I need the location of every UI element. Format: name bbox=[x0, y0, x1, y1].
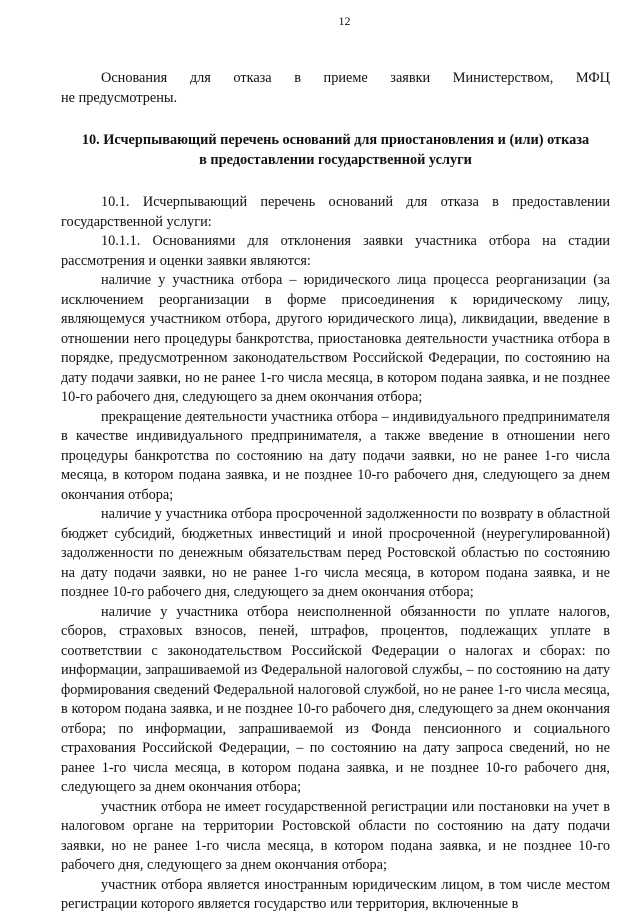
intro-line-2: не предусмотрены. bbox=[61, 89, 178, 106]
paragraph-foreign-entity: участник отбора является иностранным юридическим лицом, в том числе местом регистрации которого является государство или территория, включенные в bbox=[61, 876, 610, 912]
page-number: 12 bbox=[338, 14, 351, 28]
intro-line-1: Основания для отказа в приеме заявки Министерством, МФЦ bbox=[101, 70, 610, 86]
paragraph-overdue-debt: наличие у участника отбора просроченной задолженности по возврату в областной бюджет субсидий, бюджетных инвестиций и иной просроченной (неурегулированной) задолженности по денежным обязательствам перед Ростовской областью по состоянию на дату подачи заявки, но не ранее 1-го числа месяца, в котором подана заявка, и не позднее 10-го рабочего дня, следующего за днем окончания отбора; bbox=[61, 506, 610, 600]
section-heading-line-1: 10. Исчерпывающий перечень оснований для приостановления и (или) отказа bbox=[81, 132, 590, 148]
paragraph-no-registration: участник отбора не имеет государственной регистрации или постановки на учет в налоговом органе на территории Ростовской области по состоянию на дату подачи заявки, но не ранее 1-го числа месяца, в котором подана заявка, и не позднее 10-го рабочего дня, следующего за днем окончания отбора; bbox=[61, 798, 610, 873]
paragraph-10-1: 10.1. Исчерпывающий перечень оснований для отказа в предоставлении государственной услуги: bbox=[61, 194, 610, 230]
paragraph-entrepreneur-termination: прекращение деятельности участника отбора – индивидуального предпринимателя в качестве индивидуального предпринимателя, а также введение в отношении него процедуры банкротства по состоянию на дату подачи заявки, но не ранее 1-го числа месяца, в котором подана заявка, и не позднее 10-го рабочего дня, следующего за днем окончания отбора; bbox=[61, 408, 610, 503]
section-heading-line-2: в предоставлении государственной услуги bbox=[199, 151, 472, 168]
paragraph-reorganization: наличие у участника отбора – юридического лица процесса реорганизации (за исключением реорганизации в форме присоединения к юридическому лицу, являющемуся участником отбора, другого юридического лица), ликвидации, введение в отношении него процедуры банкротства, приостановка деятельности участника отбора в порядке, предусмотренном законодательством Российской Федерации, по состоянию на дату подачи заявки, но не ранее 1-го числа месяца, в котором подана заявка, и не позднее 10-го рабочего дня, следующего за днем окончания отбора; bbox=[61, 272, 610, 405]
paragraph-unpaid-taxes: наличие у участника отбора неисполненной обязанности по уплате налогов, сборов, страховых взносов, пеней, штрафов, процентов, подлежащих уплате в соответствии с законодательством Российской Федерации о налогах и сборах: по информации, запрашиваемой из Федеральной налоговой службы, – по состоянию на дату формирования сведений Федеральной налоговой службой, но не ранее 1-го числа месяца, в котором подана заявка, и не позднее 10-го рабочего дня, следующего за днем окончания отбора; по информации, запрашиваемой из Фонда пенсионного и социального страхования Российской Федерации, – по состоянию на дату запроса сведений, но не ранее 1-го числа месяца, в котором подана заявка, и не позднее 10-го рабочего дня, следующего за днем окончания отбора; bbox=[61, 603, 610, 795]
paragraph-10-1-1: 10.1.1. Основаниями для отклонения заявки участника отбора на стадии рассмотрения и оценки заявки являются: bbox=[61, 233, 610, 269]
section-heading bbox=[61, 131, 610, 170]
